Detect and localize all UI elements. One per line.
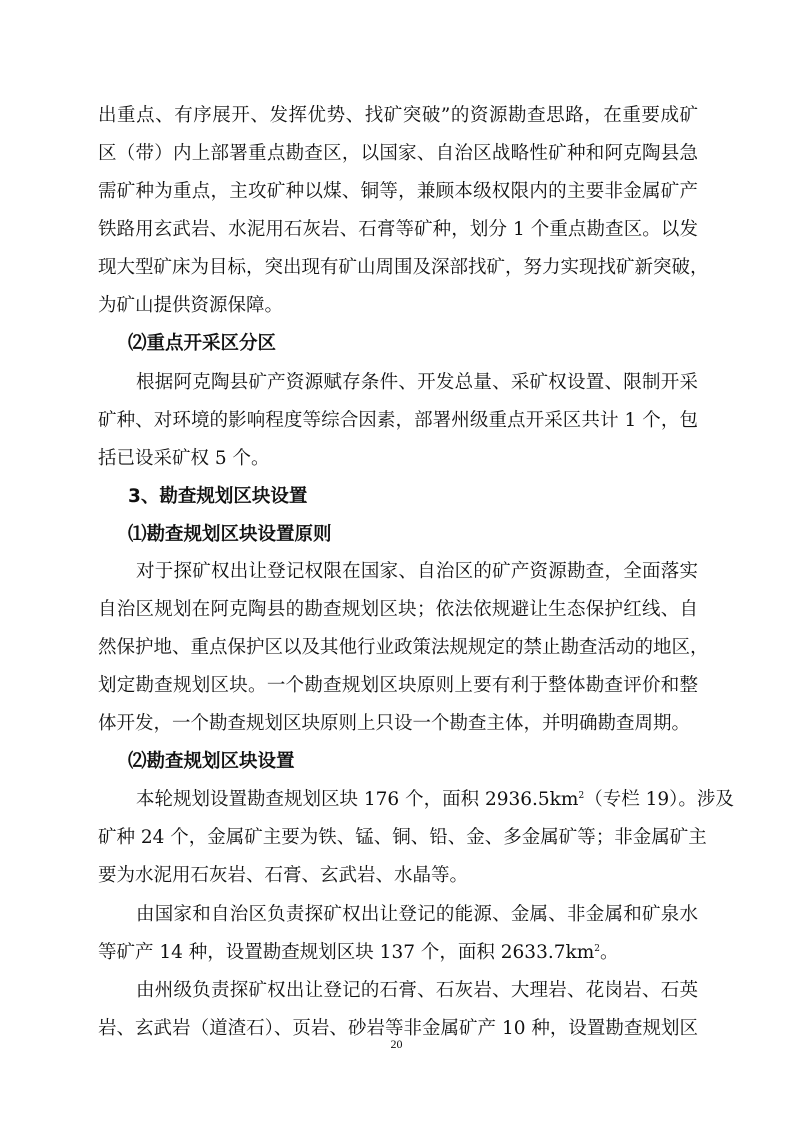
- paragraph-line: 括已设采矿权 5 个。: [98, 448, 270, 469]
- paragraph-line: 现大型矿床为目标，突出现有矿山周围及深部找矿，努力实现找矿新突破，: [98, 257, 709, 278]
- text-run: 本轮规划设置勘查规划区块 176 个，面积 2936.5km: [136, 789, 579, 810]
- section-heading: 3、勘查规划区块设置: [128, 486, 308, 507]
- paragraph-line: 对于探矿权出让登记权限在国家、自治区的矿产资源勘查，全面落实: [136, 561, 698, 582]
- paragraph-line: 根据阿克陶县矿产资源赋存条件、开发总量、采矿权设置、限制开采: [136, 372, 698, 393]
- subheading-mining-zone: ⑵重点开采区分区: [128, 333, 277, 354]
- paragraph-line: [98, 939, 698, 967]
- paragraph-line: 矿种、对环境的影响程度等综合因素，部署州级重点开采区共计 1 个，包: [98, 410, 698, 431]
- superscript: 2: [594, 943, 600, 954]
- paragraph-line: 由州级负责探矿权出让登记的石膏、石灰岩、大理岩、花岗岩、石英: [136, 980, 698, 1001]
- text-run: （专栏 19）。涉及: [584, 789, 734, 810]
- paragraph-line: 出重点、有序展开、发挥优势、找矿突破”的资源勘查思路，在重要成矿: [98, 105, 698, 126]
- superscript: 2: [578, 790, 585, 801]
- paragraph-line: 划定勘查规划区块。一个勘查规划区块原则上要有利于整体勘查评价和整: [98, 675, 698, 696]
- paragraph-line: 然保护地、重点保护区以及其他行业政策法规规定的禁止勘查活动的地区，: [98, 637, 709, 658]
- text-run: 等矿产 14 种，设置勘查规划区块 137 个，面积 2633.7km: [98, 942, 595, 963]
- paragraph-line: 要为水泥用石灰岩、石膏、玄武岩、水晶等。: [98, 865, 469, 886]
- paragraph-line: 区（带）内上部署重点勘查区，以国家、自治区战略性矿种和阿克陶县急: [98, 143, 698, 164]
- paragraph-line: 需矿种为重点，主攻矿种以煤、铜等，兼顾本级权限内的主要非金属矿产: [98, 181, 698, 202]
- paragraph-line: [136, 786, 734, 814]
- paragraph-line: 岩、玄武岩（道渣石）、页岩、砂岩等非金属矿产 10 种，设置勘查规划区: [98, 1018, 698, 1039]
- paragraph-line: 为矿山提供资源保障。: [98, 295, 284, 316]
- paragraph-line: 由国家和自治区负责探矿权出让登记的能源、金属、非金属和矿泉水: [136, 904, 698, 925]
- subheading-principle: ⑴勘查规划区块设置原则: [128, 524, 332, 545]
- paragraph-line: 自治区规划在阿克陶县的勘查规划区块；依法依规避让生态保护红线、自: [98, 599, 698, 620]
- text-run: 。: [599, 942, 619, 963]
- paragraph-line: 体开发，一个勘查规划区块原则上只设一个勘查主体，并明确勘查周期。: [98, 713, 691, 734]
- page-number: 20: [390, 1037, 403, 1051]
- subheading-block-setting: ⑵勘查规划区块设置: [128, 751, 295, 772]
- paragraph-line: 矿种 24 个，金属矿主要为铁、锰、铜、铅、金、多金属矿等；非金属矿主: [98, 827, 707, 848]
- paragraph-line: 铁路用玄武岩、水泥用石灰岩、石膏等矿种，划分 1 个重点勘查区。以发: [98, 219, 698, 240]
